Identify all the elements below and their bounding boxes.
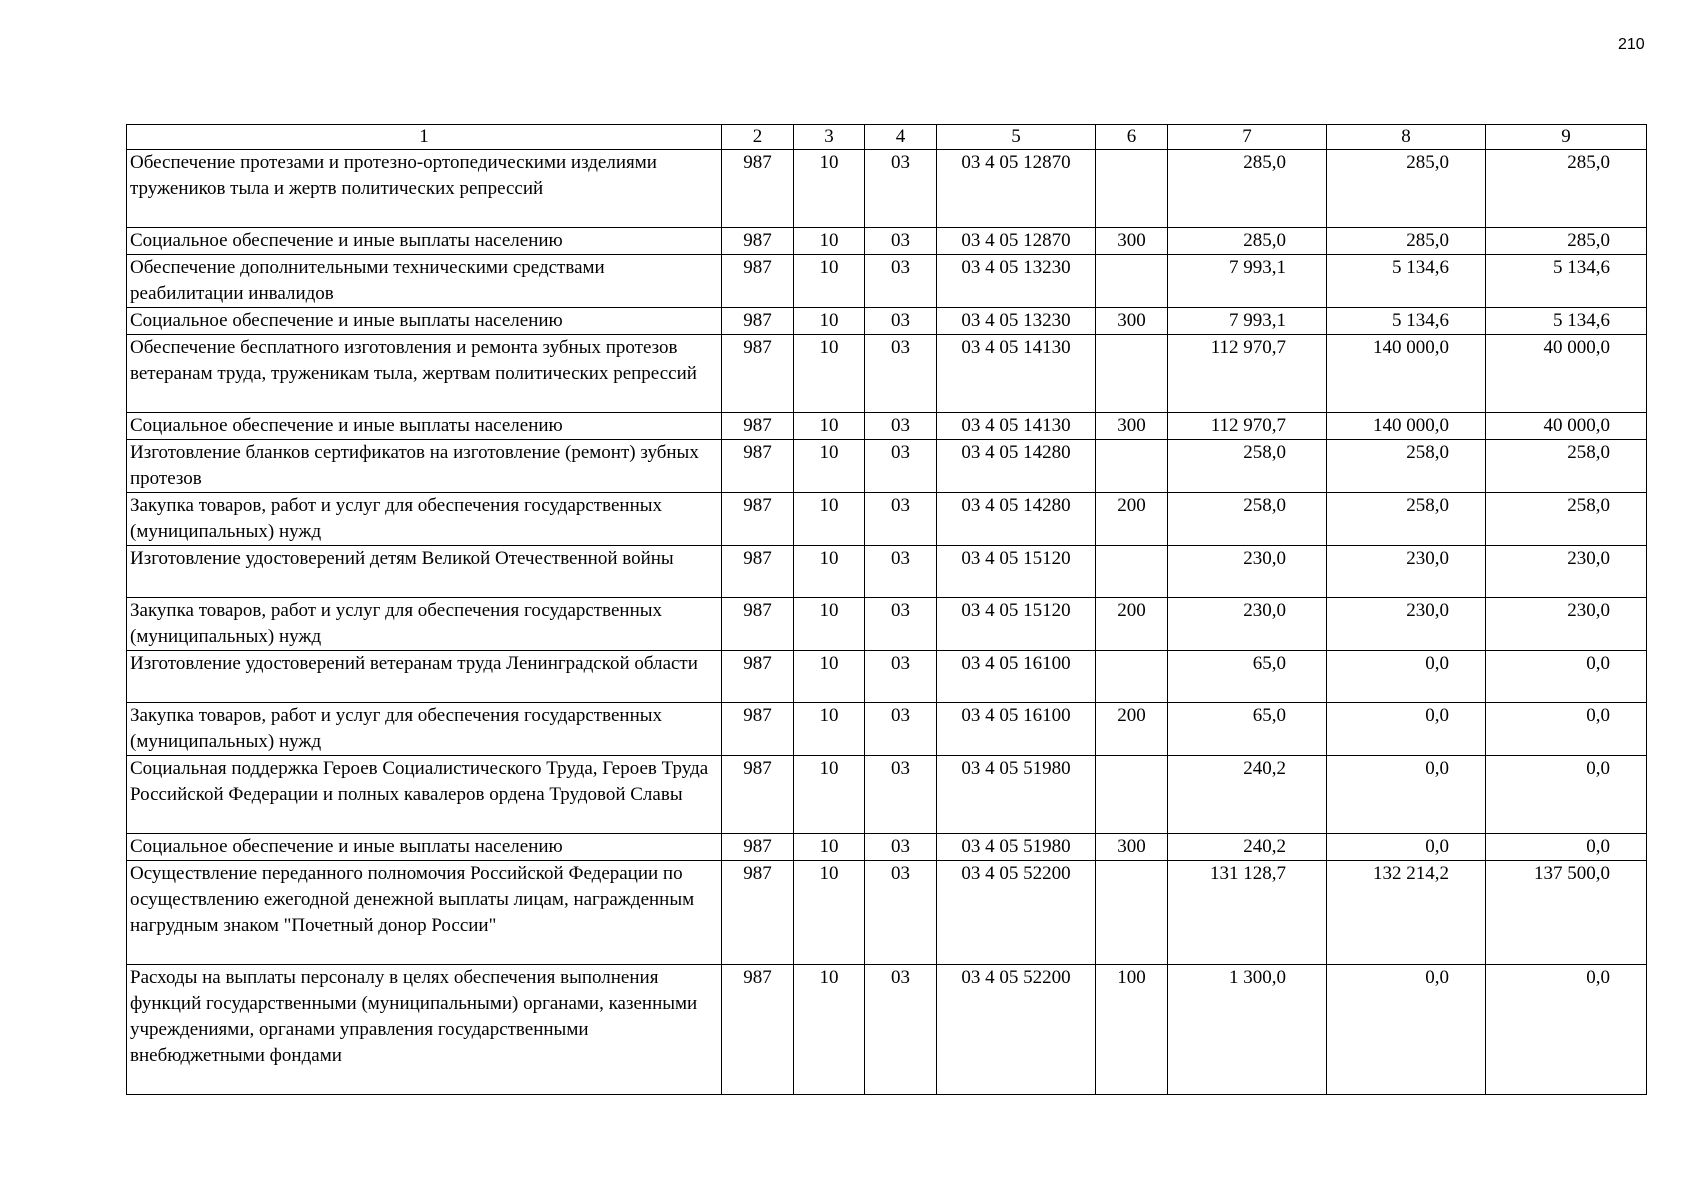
row-subsection-code: 03 (865, 703, 937, 756)
row-subsection-code: 03 (865, 965, 937, 1095)
row-target-article: 03 4 05 16100 (937, 703, 1096, 756)
row-section-code: 10 (794, 493, 865, 546)
row-amount-year-2: 5 134,6 (1327, 255, 1486, 308)
row-description: Расходы на выплаты персоналу в целях обеспечения выполнения функций государственными (муниципальными) органами, казенными учреждениями, органами управления государственными внебюджетными фондами (127, 965, 722, 1095)
row-amount-year-1: 258,0 (1168, 493, 1327, 546)
row-target-article: 03 4 05 13230 (937, 308, 1096, 335)
row-target-article: 03 4 05 52200 (937, 861, 1096, 965)
row-description: Обеспечение дополнительными техническими средствами реабилитации инвалидов (127, 255, 722, 308)
row-admin-code: 987 (722, 834, 794, 861)
row-section-code: 10 (794, 965, 865, 1095)
row-amount-year-2: 285,0 (1327, 228, 1486, 255)
row-subsection-code: 03 (865, 493, 937, 546)
row-description: Закупка товаров, работ и услуг для обеспечения государственных (муниципальных) нужд (127, 703, 722, 756)
row-amount-year-3: 0,0 (1486, 965, 1647, 1095)
row-subsection-code: 03 (865, 228, 937, 255)
row-admin-code: 987 (722, 255, 794, 308)
row-admin-code: 987 (722, 703, 794, 756)
row-target-article: 03 4 05 12870 (937, 150, 1096, 228)
row-amount-year-3: 0,0 (1486, 756, 1647, 834)
column-header: 2 (722, 125, 794, 150)
row-section-code: 10 (794, 150, 865, 228)
row-amount-year-1: 1 300,0 (1168, 965, 1327, 1095)
row-expense-type (1096, 861, 1168, 965)
row-expense-type (1096, 440, 1168, 493)
row-description: Социальное обеспечение и иные выплаты населению (127, 834, 722, 861)
table-row (127, 598, 1647, 651)
row-section-code: 10 (794, 413, 865, 440)
row-description: Изготовление удостоверений детям Великой Отечественной войны (127, 546, 722, 598)
row-admin-code: 987 (722, 413, 794, 440)
row-subsection-code: 03 (865, 598, 937, 651)
row-admin-code: 987 (722, 228, 794, 255)
row-amount-year-2: 140 000,0 (1327, 413, 1486, 440)
row-amount-year-3: 258,0 (1486, 440, 1647, 493)
row-target-article: 03 4 05 51980 (937, 834, 1096, 861)
row-subsection-code: 03 (865, 861, 937, 965)
row-admin-code: 987 (722, 150, 794, 228)
row-subsection-code: 03 (865, 308, 937, 335)
row-admin-code: 987 (722, 598, 794, 651)
row-amount-year-1: 112 970,7 (1168, 335, 1327, 413)
table-body (127, 150, 1647, 1095)
row-description: Социальное обеспечение и иные выплаты населению (127, 308, 722, 335)
table-row (127, 965, 1647, 1095)
row-amount-year-3: 40 000,0 (1486, 335, 1647, 413)
row-description: Обеспечение бесплатного изготовления и ремонта зубных протезов ветеранам труда, труженикам тыла, жертвам политических репрессий (127, 335, 722, 413)
page-number: 210 (1618, 36, 1645, 53)
row-target-article: 03 4 05 14130 (937, 335, 1096, 413)
row-expense-type: 200 (1096, 598, 1168, 651)
column-header: 3 (794, 125, 865, 150)
row-amount-year-1: 131 128,7 (1168, 861, 1327, 965)
row-section-code: 10 (794, 756, 865, 834)
row-section-code: 10 (794, 834, 865, 861)
budget-table (126, 124, 1647, 1095)
row-description: Закупка товаров, работ и услуг для обеспечения государственных (муниципальных) нужд (127, 493, 722, 546)
row-amount-year-2: 258,0 (1327, 440, 1486, 493)
row-amount-year-2: 230,0 (1327, 598, 1486, 651)
row-admin-code: 987 (722, 861, 794, 965)
row-amount-year-1: 258,0 (1168, 440, 1327, 493)
row-amount-year-3: 230,0 (1486, 546, 1647, 598)
row-section-code: 10 (794, 546, 865, 598)
row-target-article: 03 4 05 14280 (937, 440, 1096, 493)
row-expense-type (1096, 756, 1168, 834)
row-section-code: 10 (794, 861, 865, 965)
row-description: Обеспечение протезами и протезно-ортопедическими изделиями тружеников тыла и жертв политических репрессий (127, 150, 722, 228)
row-amount-year-2: 0,0 (1327, 756, 1486, 834)
row-expense-type: 300 (1096, 308, 1168, 335)
row-amount-year-3: 5 134,6 (1486, 255, 1647, 308)
row-amount-year-2: 0,0 (1327, 703, 1486, 756)
row-description: Изготовление бланков сертификатов на изготовление (ремонт) зубных протезов (127, 440, 722, 493)
table-row (127, 546, 1647, 598)
row-section-code: 10 (794, 308, 865, 335)
row-subsection-code: 03 (865, 651, 937, 703)
row-description: Изготовление удостоверений ветеранам труда Ленинградской области (127, 651, 722, 703)
row-expense-type: 100 (1096, 965, 1168, 1095)
row-target-article: 03 4 05 12870 (937, 228, 1096, 255)
row-description: Закупка товаров, работ и услуг для обеспечения государственных (муниципальных) нужд (127, 598, 722, 651)
row-target-article: 03 4 05 52200 (937, 965, 1096, 1095)
row-expense-type (1096, 546, 1168, 598)
row-amount-year-3: 137 500,0 (1486, 861, 1647, 965)
row-amount-year-1: 230,0 (1168, 546, 1327, 598)
row-target-article: 03 4 05 14280 (937, 493, 1096, 546)
table-row (127, 255, 1647, 308)
row-amount-year-3: 230,0 (1486, 598, 1647, 651)
row-section-code: 10 (794, 651, 865, 703)
row-amount-year-1: 285,0 (1168, 228, 1327, 255)
row-section-code: 10 (794, 598, 865, 651)
row-admin-code: 987 (722, 335, 794, 413)
row-amount-year-3: 285,0 (1486, 228, 1647, 255)
column-header: 9 (1486, 125, 1647, 150)
row-admin-code: 987 (722, 756, 794, 834)
row-subsection-code: 03 (865, 255, 937, 308)
header-row (127, 125, 1647, 150)
row-section-code: 10 (794, 228, 865, 255)
row-subsection-code: 03 (865, 834, 937, 861)
row-amount-year-1: 230,0 (1168, 598, 1327, 651)
row-expense-type (1096, 150, 1168, 228)
row-description: Социальное обеспечение и иные выплаты населению (127, 228, 722, 255)
column-header: 4 (865, 125, 937, 150)
table-row (127, 756, 1647, 834)
row-amount-year-2: 140 000,0 (1327, 335, 1486, 413)
row-amount-year-2: 230,0 (1327, 546, 1486, 598)
row-admin-code: 987 (722, 651, 794, 703)
row-amount-year-1: 112 970,7 (1168, 413, 1327, 440)
row-amount-year-1: 285,0 (1168, 150, 1327, 228)
row-subsection-code: 03 (865, 440, 937, 493)
row-subsection-code: 03 (865, 413, 937, 440)
column-header: 1 (127, 125, 722, 150)
row-amount-year-2: 132 214,2 (1327, 861, 1486, 965)
table-row (127, 228, 1647, 255)
table-row (127, 308, 1647, 335)
column-header: 6 (1096, 125, 1168, 150)
row-description: Социальное обеспечение и иные выплаты населению (127, 413, 722, 440)
row-description: Социальная поддержка Героев Социалистического Труда, Героев Труда Российской Федерации и полных кавалеров ордена Трудовой Славы (127, 756, 722, 834)
row-amount-year-3: 5 134,6 (1486, 308, 1647, 335)
table-row (127, 150, 1647, 228)
row-amount-year-1: 65,0 (1168, 651, 1327, 703)
row-section-code: 10 (794, 440, 865, 493)
row-amount-year-1: 7 993,1 (1168, 308, 1327, 335)
row-target-article: 03 4 05 51980 (937, 756, 1096, 834)
row-expense-type: 300 (1096, 228, 1168, 255)
table-row (127, 834, 1647, 861)
row-amount-year-3: 0,0 (1486, 651, 1647, 703)
row-expense-type: 300 (1096, 834, 1168, 861)
row-subsection-code: 03 (865, 335, 937, 413)
row-admin-code: 987 (722, 546, 794, 598)
column-header: 5 (937, 125, 1096, 150)
row-subsection-code: 03 (865, 756, 937, 834)
table-row (127, 651, 1647, 703)
table-row (127, 703, 1647, 756)
row-description: Осуществление переданного полномочия Российской Федерации по осуществлению ежегодной денежной выплаты лицам, награжденным нагрудным знаком "Почетный донор России" (127, 861, 722, 965)
table-row (127, 335, 1647, 413)
table-row (127, 861, 1647, 965)
row-target-article: 03 4 05 15120 (937, 598, 1096, 651)
table-row (127, 440, 1647, 493)
row-section-code: 10 (794, 703, 865, 756)
row-target-article: 03 4 05 15120 (937, 546, 1096, 598)
row-admin-code: 987 (722, 440, 794, 493)
row-expense-type (1096, 335, 1168, 413)
row-target-article: 03 4 05 14130 (937, 413, 1096, 440)
row-admin-code: 987 (722, 965, 794, 1095)
row-amount-year-3: 0,0 (1486, 834, 1647, 861)
row-amount-year-2: 0,0 (1327, 651, 1486, 703)
row-admin-code: 987 (722, 308, 794, 335)
row-amount-year-3: 258,0 (1486, 493, 1647, 546)
table-row (127, 413, 1647, 440)
row-amount-year-2: 0,0 (1327, 965, 1486, 1095)
row-section-code: 10 (794, 335, 865, 413)
row-amount-year-2: 5 134,6 (1327, 308, 1486, 335)
row-amount-year-2: 0,0 (1327, 834, 1486, 861)
row-amount-year-1: 7 993,1 (1168, 255, 1327, 308)
row-amount-year-3: 285,0 (1486, 150, 1647, 228)
row-amount-year-2: 285,0 (1327, 150, 1486, 228)
column-header: 7 (1168, 125, 1327, 150)
row-subsection-code: 03 (865, 546, 937, 598)
row-expense-type (1096, 651, 1168, 703)
row-amount-year-1: 240,2 (1168, 834, 1327, 861)
row-section-code: 10 (794, 255, 865, 308)
table-row (127, 493, 1647, 546)
row-admin-code: 987 (722, 493, 794, 546)
row-expense-type (1096, 255, 1168, 308)
row-amount-year-1: 65,0 (1168, 703, 1327, 756)
row-target-article: 03 4 05 16100 (937, 651, 1096, 703)
row-target-article: 03 4 05 13230 (937, 255, 1096, 308)
column-header: 8 (1327, 125, 1486, 150)
row-amount-year-3: 0,0 (1486, 703, 1647, 756)
row-expense-type: 200 (1096, 493, 1168, 546)
row-amount-year-1: 240,2 (1168, 756, 1327, 834)
row-amount-year-2: 258,0 (1327, 493, 1486, 546)
row-amount-year-3: 40 000,0 (1486, 413, 1647, 440)
row-expense-type: 200 (1096, 703, 1168, 756)
row-subsection-code: 03 (865, 150, 937, 228)
budget-table-wrapper (126, 124, 1647, 1095)
row-expense-type: 300 (1096, 413, 1168, 440)
